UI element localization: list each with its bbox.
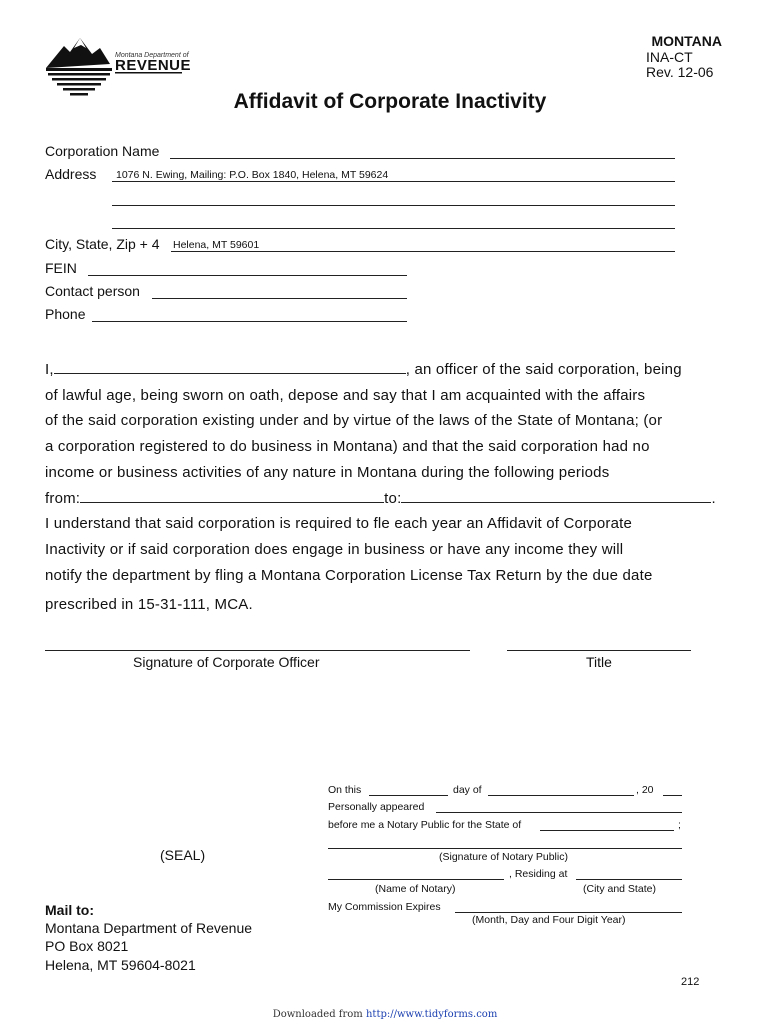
form-id: INA-CT	[646, 49, 693, 65]
notary-residing-at: , Residing at	[509, 868, 568, 880]
affidavit-line-3: of the said corporation existing under and by virtue of the laws of the State of Montana; (or	[45, 412, 663, 430]
officer-signature-field[interactable]	[45, 650, 470, 651]
notary-appeared-field[interactable]	[436, 812, 682, 813]
city-state-zip-value: Helena, MT 59601	[173, 239, 260, 251]
affidavit-line-8: Inactivity or if said corporation does engage in business or have any income they will	[45, 540, 624, 558]
corporation-name-field[interactable]	[170, 158, 675, 159]
form-revision: Rev. 12-06	[646, 64, 714, 80]
officer-name-field[interactable]	[54, 361, 406, 374]
address-field-line-3[interactable]	[112, 228, 675, 229]
state-heading: MONTANA	[651, 33, 722, 49]
page-title: Affidavit of Corporate Inactivity	[233, 90, 547, 113]
mail-to-heading: Mail to:	[45, 902, 94, 918]
from-label: from:	[45, 489, 81, 507]
notary-before-me: before me a Notary Public for the State of	[328, 819, 522, 831]
notary-year-field[interactable]	[663, 795, 682, 796]
affidavit-line-5: income or business activities of any nature in Montana during the following periods	[45, 463, 610, 481]
notary-commission-field[interactable]	[455, 912, 682, 913]
footer-prefix: Downloaded from	[272, 1009, 363, 1020]
fein-label: FEIN	[45, 260, 77, 276]
fein-field[interactable]	[88, 275, 407, 276]
affidavit-statement	[45, 357, 735, 618]
notary-day-field[interactable]	[369, 795, 448, 796]
logo-revenue-text: REVENUE	[115, 57, 192, 74]
notary-date-format-label: (Month, Day and Four Digit Year)	[472, 914, 626, 926]
address-field-line-1[interactable]	[112, 181, 675, 182]
notary-residence-field[interactable]	[576, 879, 682, 880]
logo-department-text: Montana Department of	[115, 52, 189, 59]
notary-city-state-label: (City and State)	[583, 883, 656, 895]
notary-signature-label: (Signature of Notary Public)	[439, 851, 568, 863]
affidavit-line-9: notify the department by fling a Montana Corporation License Tax Return by the due date	[45, 566, 653, 584]
contact-person-label: Contact person	[45, 283, 140, 299]
affidavit-line-7: I understand that said corporation is required to fle each year an Affidavit of Corporate	[45, 515, 633, 533]
address-value: 1076 N. Ewing, Mailing: P.O. Box 1840, Helena, MT 59624	[116, 169, 389, 181]
notary-month-field[interactable]	[488, 795, 634, 796]
notary-name-label: (Name of Notary)	[375, 883, 456, 895]
officer-title-field[interactable]	[507, 650, 691, 651]
notary-signature-field[interactable]	[328, 848, 682, 849]
officer-title-label: Title	[586, 654, 612, 670]
seal-label: (SEAL)	[160, 847, 206, 863]
to-label: to:	[384, 489, 402, 507]
affidavit-line-10: prescribed in 15-31-111, MCA.	[45, 596, 253, 614]
notary-commission-expires: My Commission Expires	[328, 901, 441, 913]
affidavit-line-4: a corporation registered to do business in Montana) and that the said corporation had no	[45, 438, 650, 456]
notary-on-this: On this	[328, 784, 362, 796]
city-state-zip-label: City, State, Zip + 4	[45, 236, 160, 252]
notary-year-prefix: , 20	[636, 784, 654, 796]
contact-person-field[interactable]	[152, 298, 407, 299]
address-label: Address	[45, 166, 97, 182]
officer-suffix: , an officer of the said corporation, being	[405, 361, 682, 378]
notary-semicolon: ;	[678, 819, 681, 831]
mail-address-line-2: PO Box 8021	[45, 938, 129, 954]
officer-prefix: I,	[45, 361, 54, 378]
affidavit-line-2: of lawful age, being sworn on oath, depose and say that I am acquainted with the affairs	[45, 386, 646, 404]
affidavit-line-6: from: to: .	[45, 489, 716, 507]
notary-day-of: day of	[453, 784, 482, 796]
notary-name-field[interactable]	[328, 879, 504, 880]
mail-address-line-1: Montana Department of Revenue	[45, 920, 253, 936]
affidavit-line-1	[45, 357, 735, 383]
address-field-line-2[interactable]	[112, 205, 675, 206]
footer-link[interactable]: http://www.tidyforms.com	[365, 1009, 498, 1020]
phone-field[interactable]	[92, 321, 407, 322]
notary-personally-appeared: Personally appeared	[328, 801, 425, 813]
corporation-name-label: Corporation Name	[45, 143, 160, 159]
officer-signature-label: Signature of Corporate Officer	[133, 654, 320, 670]
mail-address-line-3: Helena, MT 59604-8021	[45, 957, 196, 973]
to-date-field[interactable]	[401, 490, 711, 503]
phone-label: Phone	[45, 306, 86, 322]
from-date-field[interactable]	[80, 490, 384, 503]
page-number: 212	[681, 976, 700, 988]
city-state-zip-field[interactable]	[171, 251, 675, 252]
notary-state-field[interactable]	[540, 830, 674, 831]
download-footer	[0, 1009, 770, 1020]
